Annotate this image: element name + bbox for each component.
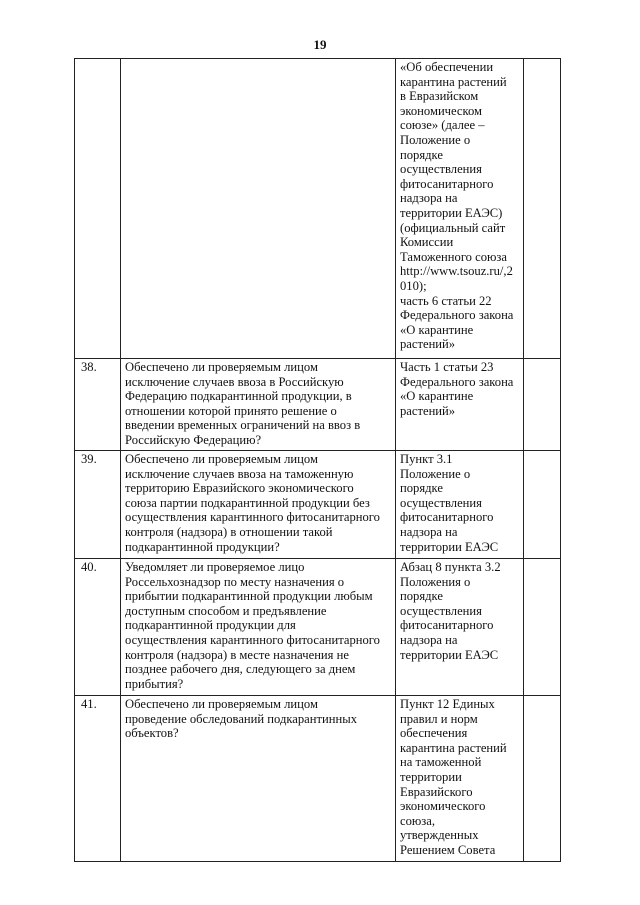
reference-cell — [396, 59, 524, 359]
reference-cell — [396, 359, 524, 451]
row-number-cell — [75, 359, 121, 451]
reference-text: «Об обеспечении карантина растений в Евразийском экономическом союзе» (далее – Положение о порядке осуществления фитосанитарного надзора на территории ЕАЭС) (официальный сайт Комиссии Таможенного союза http://www.tsouz.ru/,2 010); часть 6 статьи 22 Федерального закона «О карантине растений» — [400, 60, 514, 352]
row-number: 40. — [81, 560, 97, 574]
mark-cell — [524, 59, 561, 359]
reference-cell — [396, 559, 524, 696]
reference-cell — [396, 696, 524, 862]
question-cell — [121, 59, 396, 359]
table-row — [75, 59, 561, 359]
question-cell — [121, 559, 396, 696]
reference-text: Абзац 8 пункта 3.2 Положения о порядке осуществления фитосанитарного надзора на территории ЕАЭС — [400, 560, 501, 662]
page-number: 19 — [313, 37, 327, 52]
reference-text: Часть 1 статьи 23 Федерального закона «О карантине растений» — [400, 360, 514, 418]
question-text: Обеспечено ли проверяемым лицом исключение случаев ввоза в Российскую Федерацию подкарантинной продукции, в отношении которой принято решение о введении временных ограничений на ввоз в Российскую Федерацию? — [125, 360, 361, 447]
question-cell — [121, 451, 396, 559]
row-number-cell — [75, 59, 121, 359]
table-row — [75, 696, 561, 862]
table-row — [75, 359, 561, 451]
reference-cell — [396, 451, 524, 559]
question-cell — [121, 696, 396, 862]
mark-cell — [524, 559, 561, 696]
row-number: 41. — [81, 697, 97, 711]
reference-text: Пункт 3.1 Положение о порядке осуществления фитосанитарного надзора на территории ЕАЭС — [400, 452, 499, 554]
question-text: Уведомляет ли проверяемое лицо Россельхознадзор по месту назначения о прибытии подкарантинной продукции любым доступным способом и предъявление подкарантинной продукции для осуществления карантинного фитосанитарного контроля (надзора) в месте назначения не позднее рабочего дня, следующего за днем прибытия? — [125, 560, 380, 691]
question-cell — [121, 359, 396, 451]
question-text: Обеспечено ли проверяемым лицом проведение обследований подкарантинных объектов? — [125, 697, 357, 741]
table-row — [75, 559, 561, 696]
mark-cell — [524, 696, 561, 862]
row-number: 38. — [81, 360, 97, 374]
table-row — [75, 451, 561, 559]
row-number-cell — [75, 451, 121, 559]
requirements-table — [74, 58, 561, 862]
mark-cell — [524, 359, 561, 451]
reference-text: Пункт 12 Единых правил и норм обеспечения карантина растений на таможенной территории Евразийского экономического союза, утвержденных Решением Совета — [400, 697, 507, 857]
row-number: 39. — [81, 452, 97, 466]
row-number-cell — [75, 696, 121, 862]
question-text: Обеспечено ли проверяемым лицом исключение случаев ввоза на таможенную территорию Евразийского экономического союза партии подкарантинной продукции без осуществления карантинного фитосанитарного контроля (надзора) в отношении такой подкарантинной продукции? — [125, 452, 380, 554]
row-number-cell — [75, 559, 121, 696]
mark-cell — [524, 451, 561, 559]
